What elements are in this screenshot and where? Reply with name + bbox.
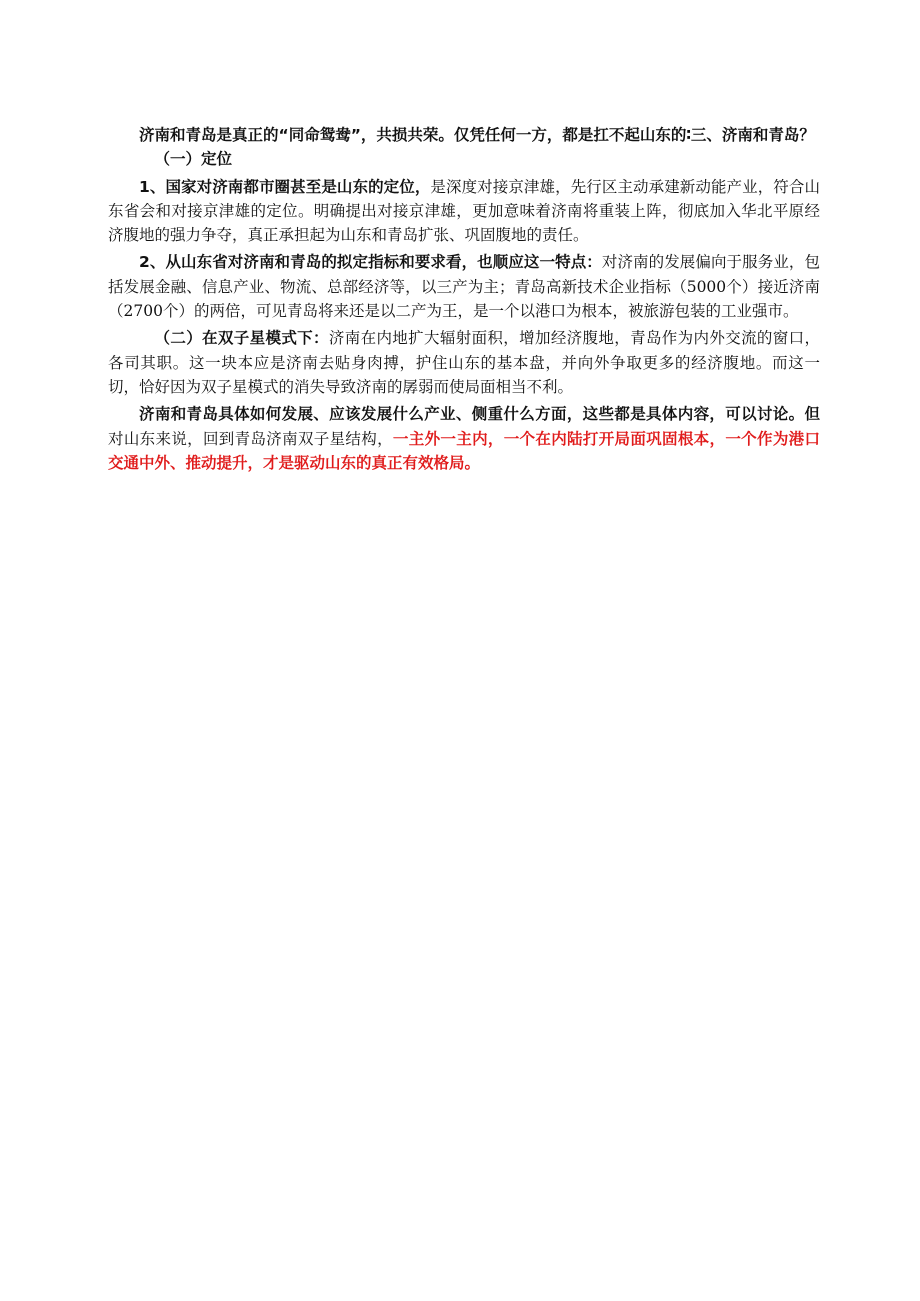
point-2-paragraph [108,250,820,323]
conclusion-body: 对山东来说，回到青岛济南双子星结构， [108,429,393,448]
section-heading-position: （一）定位 [154,150,233,169]
conclusion-highlight: 一主外一主内，一个在内陆打开局面巩固根本，一个作为港口交通中外、推动提升，才是驱动山东的真正有效格局。 [108,429,820,472]
document-page [108,123,820,475]
conclusion-lead: 济南和青岛具体如何发展、应该发展什么产业、侧重什么方面，这些都是具体内容，可以讨论。但 [139,405,820,424]
point-1-body: 是深度对接京津雄，先行区主动承建新动能产业，符合山东省会和对接京津雄的定位。明确提出对接京津雄，更加意味着济南将重装上阵，彻底加入华北平原经济腹地的强力争夺，真正承担起为山东和青岛扩张、巩固腹地的责任。 [108,177,820,245]
twin-star-paragraph [108,326,820,399]
conclusion-paragraph [108,402,820,475]
point-1-lead: 1、国家对济南都市圈甚至是山东的定位， [139,177,431,196]
point-2-lead: 2、从山东省对济南和青岛的拟定指标和要求看，也顺应这一特点： [139,253,602,272]
intro-paragraph: 济南和青岛是真正的“同命鸳鸯”，共损共荣。仅凭任何一方，都是扛不起山东的∶三、济南和青岛？ [139,126,815,144]
twin-star-body: 济南在内地扩大辐射面积，增加经济腹地，青岛作为内外交流的窗口，各司其职。这一块本应是济南去贴身肉搏，护住山东的基本盘，并向外争取更多的经济腹地。而这一切，恰好因为双子星模式的消失导致济南的孱弱而使局面相当不利。 [108,329,820,396]
twin-star-lead: （二）在双子星模式下： [154,329,329,348]
point-2-body: 对济南的发展偏向于服务业，包括发展金融、信息产业、物流、总部经济等，以三产为主；青岛高新技术企业指标（5000个）接近济南（2700个）的两倍，可见青岛将来还是以二产为王，是一个以港口为根本，被旅游包装的工业强市。 [108,253,820,321]
point-1-paragraph [108,175,820,248]
